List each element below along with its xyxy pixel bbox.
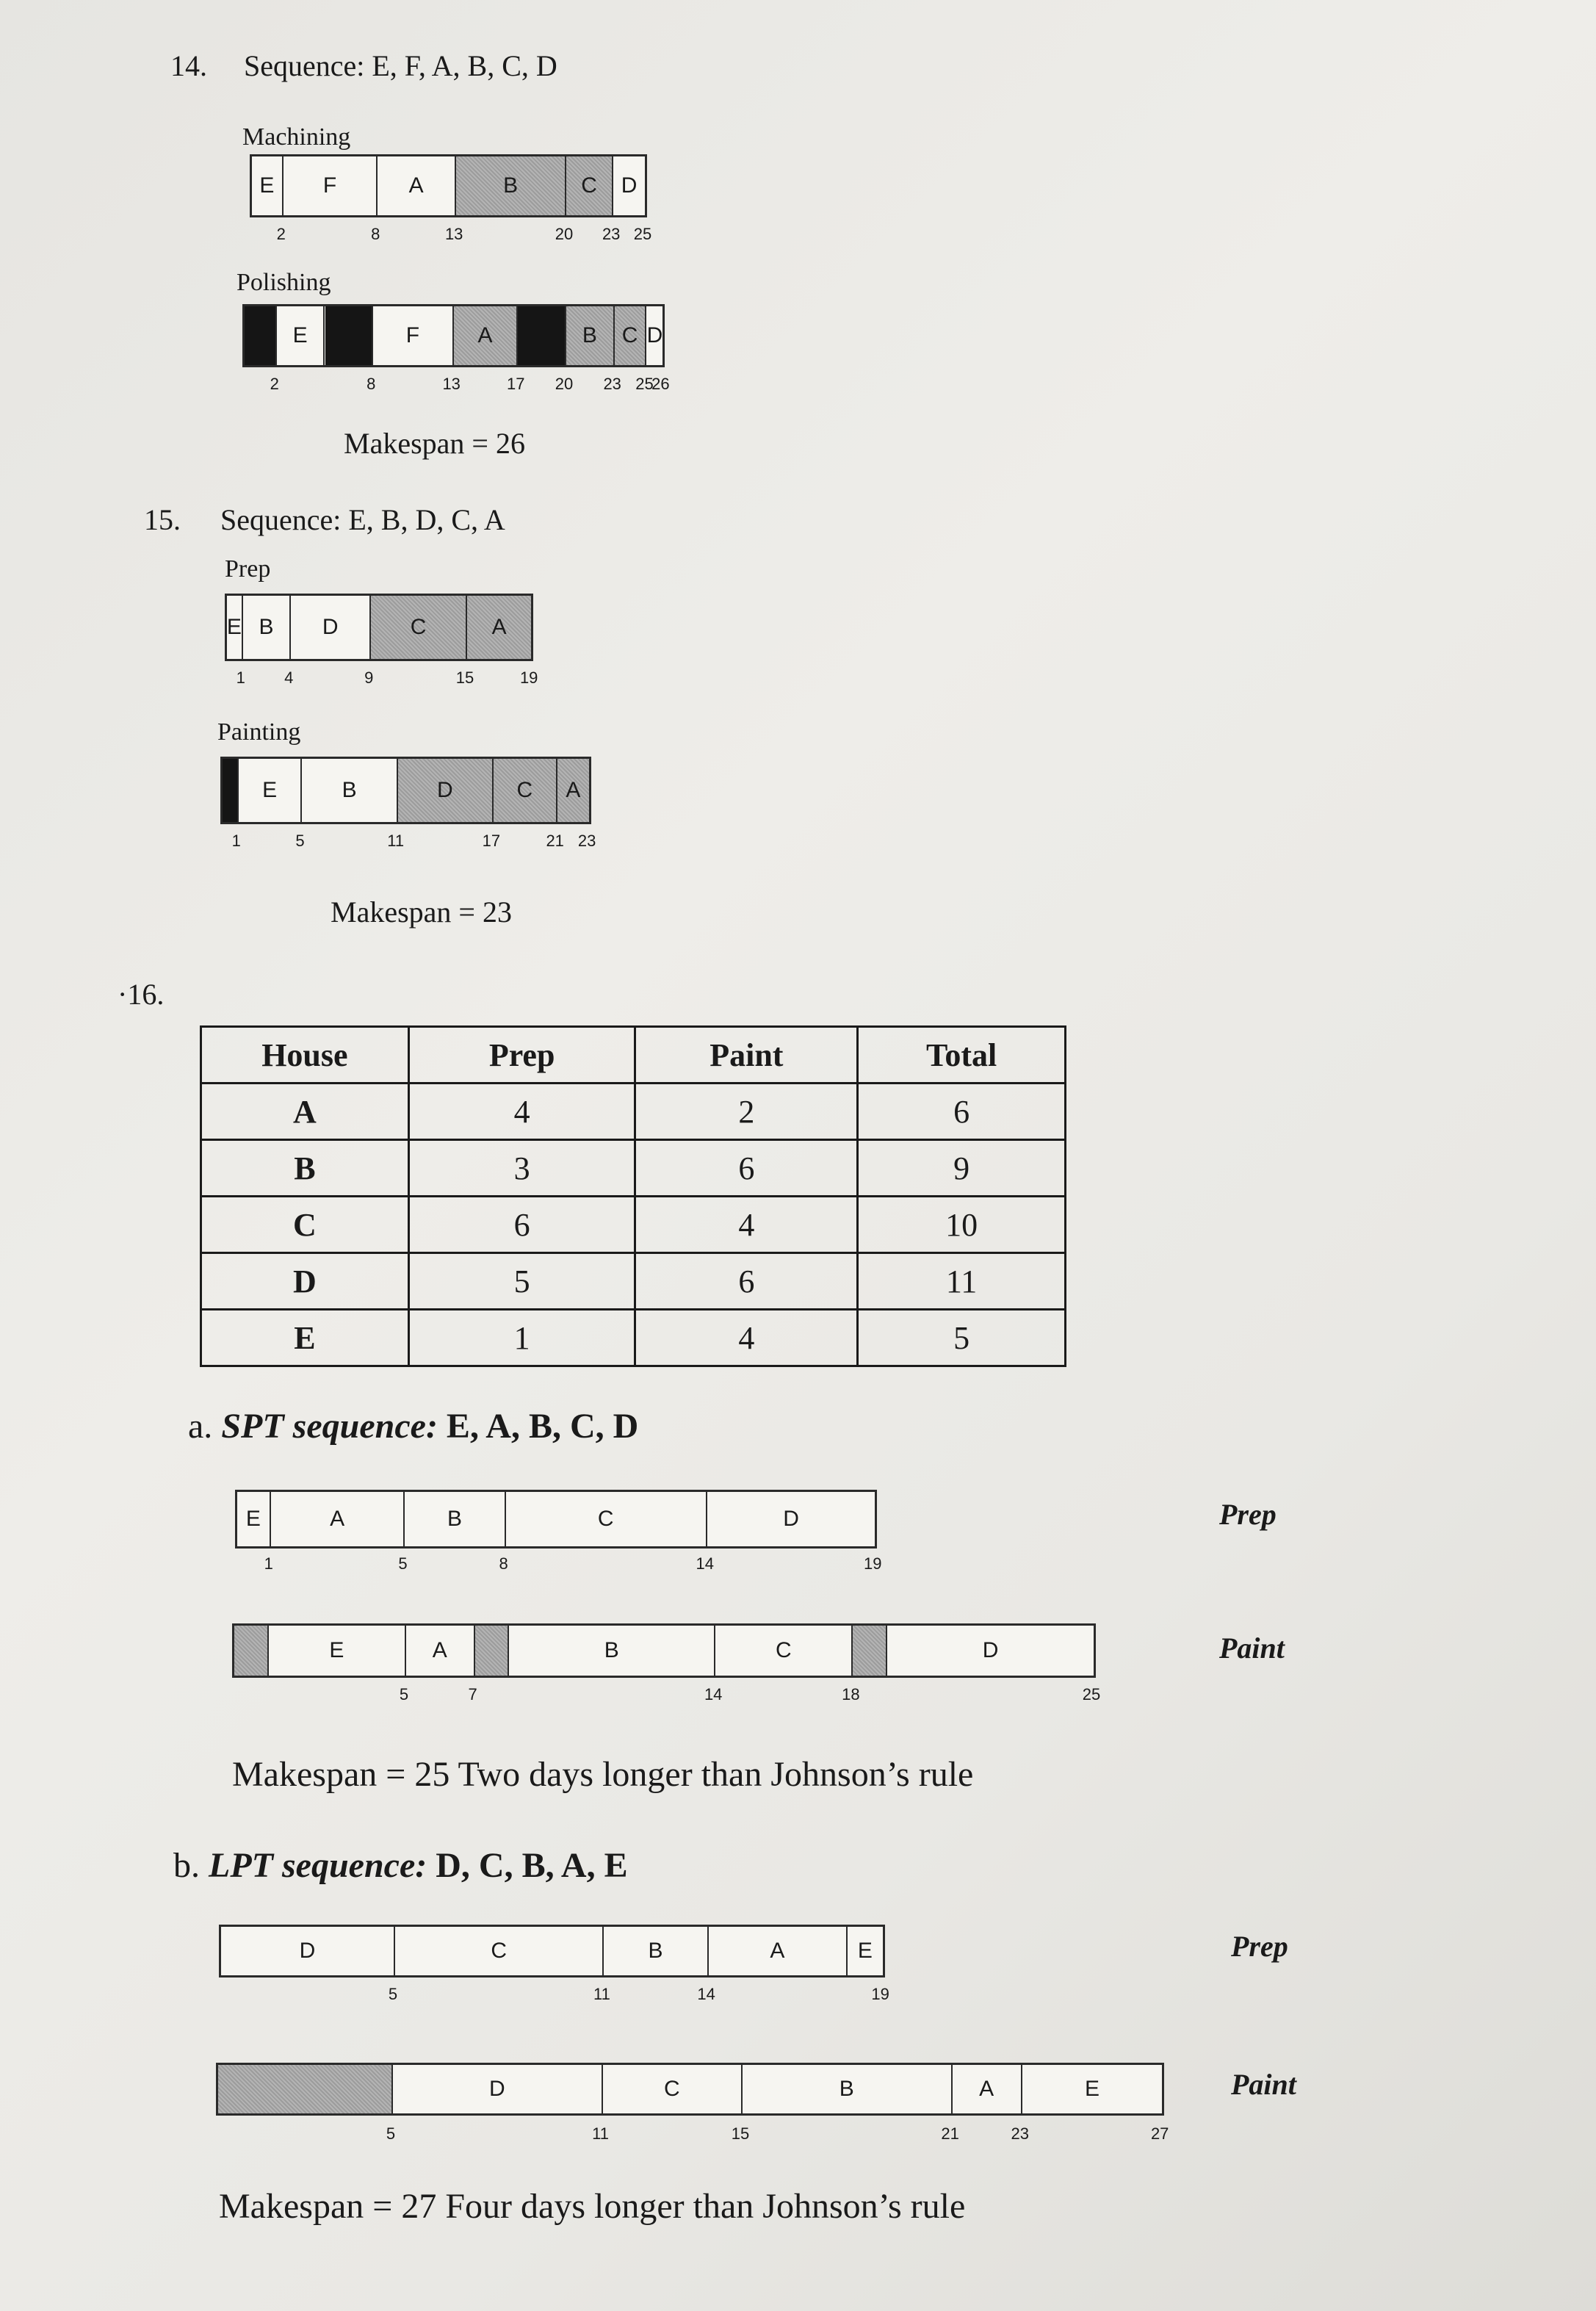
gantt-tick-label: 1 bbox=[236, 668, 245, 687]
gantt-segment-c: C bbox=[371, 596, 467, 659]
part-title-rest: D, C, B, A, E bbox=[436, 1846, 628, 1885]
gantt-tick-label: 20 bbox=[555, 225, 574, 243]
column-header: Paint bbox=[635, 1027, 858, 1084]
gantt-segment-idle bbox=[245, 306, 277, 365]
gantt-tick-label: 5 bbox=[398, 1554, 408, 1573]
gantt-tick-label: 25 bbox=[1082, 1685, 1101, 1703]
gantt-tick-label: 5 bbox=[386, 2124, 396, 2143]
table-cell: 9 bbox=[858, 1140, 1066, 1197]
gantt-tick-label: 11 bbox=[593, 1985, 610, 2003]
gantt-tick-label: 18 bbox=[842, 1685, 860, 1703]
gantt-segment-c: C bbox=[566, 156, 613, 215]
table-cell: 6 bbox=[635, 1140, 858, 1197]
gantt-segment-c: C bbox=[506, 1492, 707, 1546]
table-row bbox=[201, 1084, 1066, 1140]
table-cell: D bbox=[201, 1253, 409, 1310]
gantt-segment-d: D bbox=[221, 1927, 395, 1975]
gantt-segment-idle bbox=[234, 1626, 269, 1676]
question-number: 14. bbox=[170, 49, 207, 82]
table-cell: 3 bbox=[408, 1140, 635, 1197]
part-title-italic: SPT sequence: bbox=[221, 1407, 438, 1446]
gantt-tick-label: 19 bbox=[864, 1554, 882, 1573]
gantt-tick-label: 21 bbox=[546, 832, 564, 850]
table-cell: 4 bbox=[635, 1310, 858, 1366]
gantt-tick-label: 2 bbox=[270, 375, 279, 393]
gantt-tick-label: 13 bbox=[442, 375, 461, 393]
gantt-tick-label: 7 bbox=[468, 1685, 477, 1703]
part-title-italic: LPT sequence: bbox=[209, 1846, 427, 1885]
gantt-tick-label: 8 bbox=[366, 375, 376, 393]
table-cell: 1 bbox=[408, 1310, 635, 1366]
gantt-segment-c: C bbox=[603, 2065, 743, 2113]
makespan-text: Makespan = 23 bbox=[331, 895, 512, 929]
gantt-segment-e: E bbox=[848, 1927, 882, 1975]
part-letter: a. bbox=[188, 1407, 213, 1446]
gantt-tick-label: 17 bbox=[482, 832, 501, 850]
gantt-segment-c: C bbox=[494, 759, 557, 822]
gantt-segment-idle bbox=[325, 306, 374, 365]
gantt-tick-label: 14 bbox=[704, 1685, 723, 1703]
gantt-segment-b: B bbox=[604, 1927, 708, 1975]
gantt-segment-a: A bbox=[467, 596, 531, 659]
gantt-bar-machining bbox=[250, 154, 647, 217]
gantt-segment-f: F bbox=[284, 156, 378, 215]
gantt-segment-b: B bbox=[509, 1626, 715, 1676]
table-row bbox=[201, 1253, 1066, 1310]
column-header: Prep bbox=[408, 1027, 635, 1084]
part-a-heading bbox=[188, 1406, 638, 1446]
gantt-tick-label: 19 bbox=[519, 668, 538, 687]
gantt-tick-label: 15 bbox=[731, 2124, 750, 2143]
gantt-segment-b: B bbox=[303, 759, 398, 822]
gantt-segment-d: D bbox=[398, 759, 494, 822]
question-number: 15. bbox=[144, 503, 181, 536]
gantt-segment-a: A bbox=[557, 759, 589, 822]
table-cell: 4 bbox=[635, 1197, 858, 1253]
table-cell: 2 bbox=[635, 1084, 858, 1140]
gantt-tick-label: 8 bbox=[499, 1554, 508, 1573]
gantt-segment-idle bbox=[223, 759, 239, 822]
gantt-bar-prep bbox=[225, 594, 533, 661]
gantt-segment-b: B bbox=[405, 1492, 506, 1546]
gantt-label-prep: Prep bbox=[225, 555, 271, 583]
gantt-tick-label: 25 bbox=[635, 375, 654, 393]
gantt-tick-label: 26 bbox=[651, 375, 670, 393]
gantt-tick-label: 5 bbox=[399, 1685, 409, 1703]
gantt-segment-c: C bbox=[615, 306, 647, 365]
table-cell: 6 bbox=[408, 1197, 635, 1253]
gantt-tick-label: 15 bbox=[455, 668, 474, 687]
column-header: House bbox=[201, 1027, 409, 1084]
gantt-segment-d: D bbox=[613, 156, 645, 215]
gantt-segment-d: D bbox=[393, 2065, 603, 2113]
table-cell: E bbox=[201, 1310, 409, 1366]
table-cell: C bbox=[201, 1197, 409, 1253]
gantt-segment-e: E bbox=[1022, 2065, 1162, 2113]
gantt-segment-b: B bbox=[456, 156, 566, 215]
gantt-bar-paint bbox=[232, 1623, 1096, 1678]
table-cell: 6 bbox=[858, 1084, 1066, 1140]
table-cell: 11 bbox=[858, 1253, 1066, 1310]
gantt-segment-a: A bbox=[454, 306, 519, 365]
gantt-bar-polishing bbox=[242, 304, 665, 367]
gantt-segment-idle bbox=[518, 306, 566, 365]
table-cell: 6 bbox=[635, 1253, 858, 1310]
gantt-tick-label: 23 bbox=[577, 832, 596, 850]
gantt-segment-e: E bbox=[277, 306, 325, 365]
gantt-tick-label: 11 bbox=[592, 2124, 610, 2143]
gantt-segment-d: D bbox=[707, 1492, 875, 1546]
gantt-tick-label: 17 bbox=[507, 375, 525, 393]
gantt-segment-d: D bbox=[887, 1626, 1094, 1676]
table-row bbox=[201, 1197, 1066, 1253]
gantt-segment-c: C bbox=[715, 1626, 853, 1676]
gantt-tick-label: 13 bbox=[444, 225, 463, 243]
gantt-tick-label: 1 bbox=[264, 1554, 273, 1573]
gantt-segment-a: A bbox=[271, 1492, 405, 1546]
table-header-row bbox=[201, 1027, 1066, 1084]
part-title-rest: E, A, B, C, D bbox=[446, 1407, 639, 1446]
gantt-tick-label: 23 bbox=[602, 225, 621, 243]
gantt-segment-e: E bbox=[252, 156, 284, 215]
gantt-label-polishing: Polishing bbox=[236, 269, 331, 296]
gantt-segment-a: A bbox=[406, 1626, 475, 1676]
gantt-segment-b: B bbox=[743, 2065, 953, 2113]
side-label-prep: Prep bbox=[1231, 1930, 1288, 1963]
gantt-segment-idle bbox=[218, 2065, 393, 2113]
gantt-segment-e: E bbox=[269, 1626, 406, 1676]
gantt-tick-label: 11 bbox=[387, 832, 405, 850]
gantt-segment-c: C bbox=[395, 1927, 604, 1975]
gantt-bar-prep bbox=[235, 1490, 877, 1549]
gantt-segment-d: D bbox=[291, 596, 371, 659]
table-cell: 5 bbox=[408, 1253, 635, 1310]
gantt-tick-label: 23 bbox=[603, 375, 621, 393]
gantt-segment-a: A bbox=[709, 1927, 848, 1975]
table-cell: 5 bbox=[858, 1310, 1066, 1366]
gantt-tick-label: 5 bbox=[295, 832, 305, 850]
gantt-segment-e: E bbox=[227, 596, 243, 659]
gantt-tick-label: 8 bbox=[371, 225, 380, 243]
side-label-prep: Prep bbox=[1219, 1498, 1277, 1531]
gantt-segment-b: B bbox=[566, 306, 615, 365]
gantt-tick-label: 14 bbox=[697, 1985, 715, 2003]
gantt-tick-label: 14 bbox=[696, 1554, 715, 1573]
makespan-text: Makespan = 26 bbox=[344, 427, 525, 460]
gantt-tick-label: 1 bbox=[231, 832, 241, 850]
gantt-segment-d: D bbox=[647, 306, 663, 365]
question-number: ·16. bbox=[118, 978, 165, 1011]
gantt-label-machining: Machining bbox=[242, 123, 351, 151]
gantt-label-painting: Painting bbox=[217, 718, 301, 746]
gantt-tick-label: 25 bbox=[633, 225, 652, 243]
table-cell: 10 bbox=[858, 1197, 1066, 1253]
gantt-segment-idle bbox=[475, 1626, 510, 1676]
table-cell: 4 bbox=[408, 1084, 635, 1140]
makespan-text: Makespan = 27 Four days longer than Johnson’s rule bbox=[219, 2187, 966, 2226]
gantt-bar-prep bbox=[219, 1925, 885, 1977]
gantt-tick-label: 27 bbox=[1150, 2124, 1169, 2143]
gantt-segment-a: A bbox=[378, 156, 456, 215]
table-cell: B bbox=[201, 1140, 409, 1197]
table-row bbox=[201, 1310, 1066, 1366]
part-b-heading bbox=[173, 1845, 628, 1886]
question-title: Sequence: E, F, A, B, C, D bbox=[244, 49, 557, 82]
gantt-tick-label: 20 bbox=[555, 375, 574, 393]
gantt-tick-label: 21 bbox=[941, 2124, 959, 2143]
gantt-segment-b: B bbox=[243, 596, 291, 659]
makespan-text: Makespan = 25 Two days longer than Johnson’s rule bbox=[232, 1755, 974, 1794]
question-title: Sequence: E, B, D, C, A bbox=[220, 503, 505, 536]
gantt-tick-label: 2 bbox=[276, 225, 286, 243]
part-letter: b. bbox=[173, 1846, 200, 1885]
side-label-paint: Paint bbox=[1219, 1632, 1285, 1665]
gantt-tick-label: 5 bbox=[388, 1985, 398, 2003]
gantt-segment-e: E bbox=[239, 759, 303, 822]
gantt-tick-label: 23 bbox=[1011, 2124, 1030, 2143]
gantt-tick-label: 4 bbox=[284, 668, 294, 687]
gantt-segment-e: E bbox=[237, 1492, 271, 1546]
column-header: Total bbox=[858, 1027, 1066, 1084]
side-label-paint: Paint bbox=[1231, 2068, 1296, 2101]
gantt-tick-label: 9 bbox=[364, 668, 374, 687]
house-table bbox=[200, 1025, 1066, 1367]
table-row bbox=[201, 1140, 1066, 1197]
gantt-segment-a: A bbox=[953, 2065, 1022, 2113]
gantt-segment-f: F bbox=[373, 306, 454, 365]
gantt-segment-idle bbox=[853, 1626, 887, 1676]
gantt-tick-label: 19 bbox=[871, 1985, 889, 2003]
gantt-bar-paint bbox=[216, 2063, 1164, 2116]
table-cell: A bbox=[201, 1084, 409, 1140]
gantt-bar-painting bbox=[220, 757, 591, 824]
